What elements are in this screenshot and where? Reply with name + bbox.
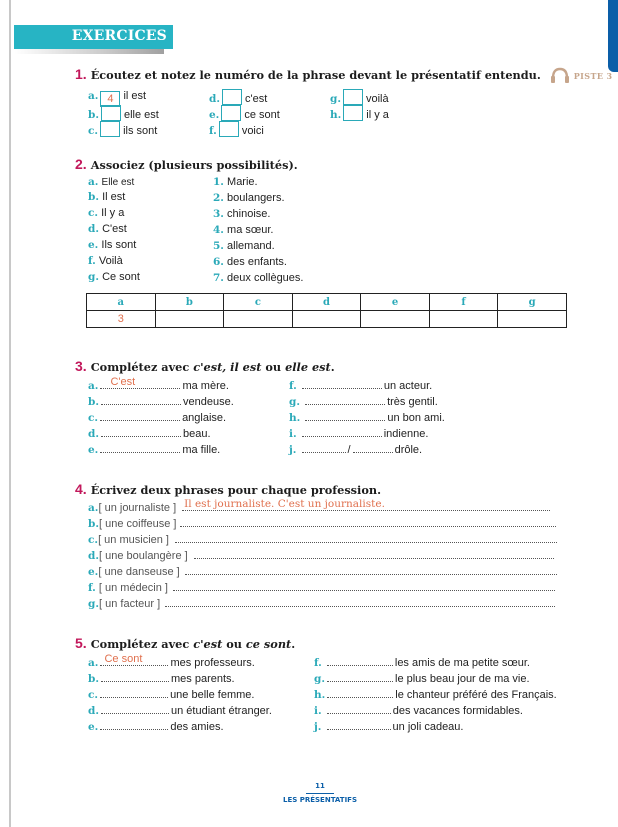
item-text: des vacances formidables. — [392, 705, 523, 717]
item-label: 3. — [213, 208, 224, 220]
ex4-item — [88, 531, 559, 547]
item-label: c. — [88, 207, 99, 219]
ex4-item — [88, 595, 557, 611]
table-answer-cell[interactable] — [429, 311, 498, 328]
profession-prompt: [ un musicien ] — [98, 534, 169, 546]
ex2-right-item — [213, 175, 258, 189]
exercise-number: 4. — [75, 481, 87, 497]
item-text: Elle est — [101, 177, 135, 188]
item-text: Marie. — [227, 176, 258, 188]
item-label: g. — [330, 93, 341, 105]
profession-prompt: [ un médecin ] — [98, 582, 168, 594]
item-label: j. — [314, 721, 322, 733]
item-label: h. — [314, 689, 326, 701]
ex2-right-item — [213, 255, 287, 269]
footer-divider — [306, 793, 334, 794]
table-header: c — [224, 294, 293, 311]
instruction-text: ou — [222, 637, 246, 651]
blank-field[interactable] — [327, 670, 393, 682]
answer-box[interactable] — [101, 105, 121, 121]
ex2-left-item — [88, 222, 127, 236]
table-answer-cell[interactable]: 3 — [87, 311, 156, 328]
item-label: h. — [289, 412, 301, 424]
ex4-item — [88, 499, 552, 515]
ex4-item — [88, 547, 556, 563]
answer-box[interactable] — [222, 89, 242, 105]
item-text: un joli cadeau. — [392, 721, 464, 733]
ex3-item — [88, 393, 234, 409]
item-text: Il y a — [101, 207, 125, 219]
ex3-item — [289, 409, 445, 425]
answer-line[interactable] — [182, 499, 550, 511]
ex1-item — [88, 121, 157, 138]
table-answer-row — [87, 311, 567, 328]
item-label: h. — [330, 109, 342, 121]
blank-field[interactable] — [100, 441, 180, 453]
table-header: b — [155, 294, 224, 311]
instruction-text: ou — [261, 360, 286, 374]
ex1-item — [330, 89, 389, 106]
item-label: e. — [88, 239, 99, 251]
item-label: a. — [88, 90, 99, 102]
item-text: c'est — [245, 93, 268, 105]
table-header: g — [498, 294, 567, 311]
ex2-right-item — [213, 271, 303, 285]
exercise-3-title — [75, 358, 335, 374]
table-header: f — [429, 294, 498, 311]
instruction-italic: c'est — [193, 637, 223, 651]
item-label: 1. — [213, 176, 224, 188]
instruction-text: Complétez avec — [90, 360, 194, 374]
exercise-4-title — [75, 481, 381, 497]
banner-title: EXERCICES — [71, 28, 167, 44]
item-label: g. — [88, 598, 99, 610]
blank-field[interactable] — [101, 393, 181, 405]
item-text: beau. — [183, 428, 211, 440]
exercise-1-title — [75, 66, 613, 86]
item-text: deux collègues. — [227, 272, 304, 284]
item-text: il est — [123, 90, 147, 102]
item-label: g. — [289, 396, 300, 408]
table-answer-cell[interactable] — [361, 311, 430, 328]
answer-box[interactable] — [343, 89, 363, 105]
item-label: d. — [209, 93, 220, 105]
ex3-item — [289, 425, 428, 441]
item-label: b. — [88, 109, 99, 121]
ex2-left-item — [88, 206, 124, 220]
item-text: indienne. — [383, 428, 429, 440]
item-label: b. — [88, 191, 99, 203]
profession-prompt: [ une coiffeuse ] — [99, 518, 177, 530]
answer-line[interactable] — [175, 531, 557, 543]
separator: / — [347, 444, 351, 456]
table-header: d — [292, 294, 361, 311]
ex5-item — [88, 686, 254, 702]
instruction-italic: elle est — [285, 360, 331, 374]
ex1-item — [209, 105, 280, 122]
blank-field[interactable] — [101, 702, 169, 714]
answer-box[interactable] — [343, 105, 363, 121]
ex5-item — [314, 702, 523, 718]
ex5-item — [88, 718, 224, 734]
item-text: ce sont — [244, 109, 280, 121]
table-answer-cell[interactable] — [498, 311, 567, 328]
blank-field[interactable] — [305, 393, 385, 405]
item-text: très gentil. — [387, 396, 438, 408]
answer-line[interactable] — [185, 563, 557, 575]
ex2-left-item — [88, 175, 134, 190]
instruction-text: . — [291, 637, 296, 651]
item-label: a. — [88, 657, 99, 669]
table-answer-cell[interactable] — [155, 311, 224, 328]
ex2-left-item — [88, 238, 136, 252]
item-label: d. — [88, 428, 99, 440]
answer-line[interactable] — [180, 515, 556, 527]
blank-field[interactable] — [302, 441, 346, 453]
item-label: c. — [88, 689, 99, 701]
profession-prompt: [ une boulangère ] — [99, 550, 188, 562]
item-text: un bon ami. — [387, 412, 445, 424]
item-label: e. — [209, 109, 220, 121]
blank-field[interactable] — [101, 425, 181, 437]
item-label: b. — [88, 673, 99, 685]
ex2-left-item — [88, 190, 125, 204]
exercise-number: 5. — [75, 635, 87, 651]
ex2-right-item — [213, 239, 275, 253]
ex1-item — [88, 105, 159, 122]
table-answer-cell[interactable] — [292, 311, 361, 328]
blank-field[interactable] — [327, 654, 393, 666]
instruction-text: Complétez avec — [90, 637, 194, 651]
table-header-row — [87, 294, 567, 311]
blank-field[interactable] — [100, 377, 180, 389]
table-answer-cell[interactable] — [224, 311, 293, 328]
item-label: 2. — [213, 192, 224, 204]
ex5-item — [314, 686, 557, 702]
answer-line[interactable] — [194, 547, 554, 559]
item-label: a. — [88, 176, 99, 188]
item-text: le chanteur préféré des Français. — [395, 689, 557, 701]
headphones-icon[interactable] — [549, 67, 571, 86]
item-label: d. — [88, 223, 99, 235]
ex1-item — [209, 89, 267, 106]
item-label: f. — [314, 657, 322, 669]
ex4-item — [88, 579, 557, 595]
item-text: Il est — [102, 191, 126, 203]
item-label: c. — [88, 412, 99, 424]
ex3-item — [88, 409, 226, 425]
exercise-instruction: Écoutez et notez le numéro de la phrase devant le présentatif entendu. — [90, 68, 541, 82]
page-number: 11 — [315, 782, 325, 790]
item-text: ma mère. — [182, 380, 229, 392]
item-text: ma sœur. — [227, 224, 274, 236]
profession-prompt: [ un facteur ] — [99, 598, 161, 610]
item-label: b. — [88, 518, 99, 530]
exercise-number: 2. — [75, 156, 87, 172]
item-text: voici — [241, 125, 264, 137]
item-text: une belle femme. — [170, 689, 255, 701]
item-text: boulangers. — [227, 192, 285, 204]
ex3-item — [88, 425, 211, 441]
item-label: a. — [88, 502, 99, 514]
item-label: g. — [314, 673, 325, 685]
ex3-item — [88, 441, 220, 457]
item-text: voilà — [366, 93, 389, 105]
answer-line[interactable] — [173, 579, 555, 591]
item-text: ils sont — [123, 125, 158, 137]
ex2-left-item — [88, 270, 140, 284]
item-text: il y a — [366, 109, 389, 121]
blank-field[interactable] — [100, 718, 168, 730]
chapter-title: LES PRÉSENTATIFS — [282, 796, 358, 804]
answer-box[interactable] — [221, 105, 241, 121]
exercise-instruction: Associez (plusieurs possibilités). — [90, 158, 298, 172]
track-label: PISTE 3 — [573, 71, 613, 81]
item-text: des amies. — [170, 721, 224, 733]
instruction-italic: ce sont — [245, 637, 292, 651]
ex3-item — [289, 441, 422, 457]
item-label: i. — [314, 705, 322, 717]
profession-prompt: [ un journaliste ] — [98, 502, 177, 514]
item-text: des enfants. — [227, 256, 287, 268]
item-text: allemand. — [227, 240, 275, 252]
item-label: 7. — [213, 272, 224, 284]
profession-prompt: [ une danseuse ] — [98, 566, 180, 578]
blank-field[interactable] — [327, 718, 391, 730]
filled-answer: C'est — [110, 376, 136, 388]
item-label: a. — [88, 380, 99, 392]
chapter-tab — [608, 0, 618, 72]
ex5-item — [88, 702, 272, 718]
ex5-item — [314, 670, 530, 686]
answer-box[interactable]: 4 — [100, 91, 120, 107]
table-header: a — [87, 294, 156, 311]
ex5-item — [314, 718, 463, 734]
item-label: 4. — [213, 224, 224, 236]
ex2-right-item — [213, 223, 273, 237]
item-text: C'est — [102, 223, 127, 235]
instruction-italic: c'est, il est — [193, 360, 262, 374]
ex1-item — [330, 105, 389, 122]
blank-field[interactable] — [305, 409, 385, 421]
item-text: ma fille. — [182, 444, 221, 456]
table-header: e — [361, 294, 430, 311]
banner-shadow — [14, 49, 164, 54]
item-label: d. — [88, 550, 99, 562]
item-label: i. — [289, 428, 297, 440]
item-text: drôle. — [394, 444, 423, 456]
item-text: chinoise. — [227, 208, 271, 220]
item-label: e. — [88, 721, 99, 733]
item-label: e. — [88, 566, 99, 578]
association-table — [86, 293, 567, 328]
ex3-item — [289, 377, 432, 393]
item-label: d. — [88, 705, 99, 717]
page-margin-rule — [9, 0, 11, 827]
ex2-right-item — [213, 207, 270, 221]
blank-field[interactable] — [353, 441, 393, 453]
answer-line[interactable] — [165, 595, 555, 607]
item-label: c. — [88, 534, 99, 546]
section-banner — [14, 25, 173, 49]
exercise-number: 3. — [75, 358, 87, 374]
item-label: c. — [88, 125, 99, 137]
item-text: les amis de ma petite sœur. — [394, 657, 530, 669]
ex2-right-item — [213, 191, 285, 205]
item-text: vendeuse. — [183, 396, 234, 408]
filled-answer: Ce sont — [104, 653, 143, 665]
ex3-item — [88, 377, 229, 393]
item-label: e. — [88, 444, 99, 456]
item-label: g. — [88, 271, 99, 283]
item-label: 6. — [213, 256, 224, 268]
blank-field[interactable] — [100, 686, 168, 698]
answer-box[interactable] — [100, 121, 120, 137]
blank-field[interactable] — [100, 409, 180, 421]
blank-field[interactable] — [101, 670, 169, 682]
ex4-item — [88, 563, 559, 579]
item-text: Ce sont — [102, 271, 140, 283]
answer-box[interactable] — [219, 121, 239, 137]
ex1-item — [209, 121, 264, 138]
item-label: b. — [88, 396, 99, 408]
exercise-5-title — [75, 635, 295, 651]
blank-field[interactable] — [302, 425, 382, 437]
blank-field[interactable] — [327, 702, 391, 714]
item-text: anglaise. — [182, 412, 227, 424]
item-label: f. — [289, 380, 297, 392]
item-text: le plus beau jour de ma vie. — [395, 673, 530, 685]
item-label: 5. — [213, 240, 224, 252]
item-text: Ils sont — [101, 239, 137, 251]
blank-field[interactable] — [327, 686, 393, 698]
item-label: j. — [289, 444, 297, 456]
item-text: un acteur. — [383, 380, 433, 392]
item-label: f. — [88, 582, 96, 594]
exercise-instruction: Écrivez deux phrases pour chaque profession. — [90, 483, 382, 497]
ex5-item — [88, 670, 235, 686]
exercise-number: 1. — [75, 66, 87, 82]
ex5-item — [88, 654, 255, 670]
blank-field[interactable] — [302, 377, 382, 389]
item-label: f. — [88, 255, 96, 267]
ex2-left-item — [88, 254, 123, 268]
exercise-2-title — [75, 156, 298, 172]
item-text: un étudiant étranger. — [171, 705, 272, 717]
item-text: mes professeurs. — [170, 657, 255, 669]
item-text: Voilà — [98, 255, 123, 267]
ex4-item — [88, 515, 558, 531]
item-label: f. — [209, 125, 217, 137]
ex5-item — [314, 654, 530, 670]
item-text: mes parents. — [171, 673, 235, 685]
instruction-text: . — [330, 360, 335, 374]
filled-answer: Il est journaliste. C'est un journaliste. — [184, 498, 385, 510]
item-text: elle est — [124, 109, 159, 121]
ex3-item — [289, 393, 438, 409]
blank-field[interactable] — [100, 654, 168, 666]
